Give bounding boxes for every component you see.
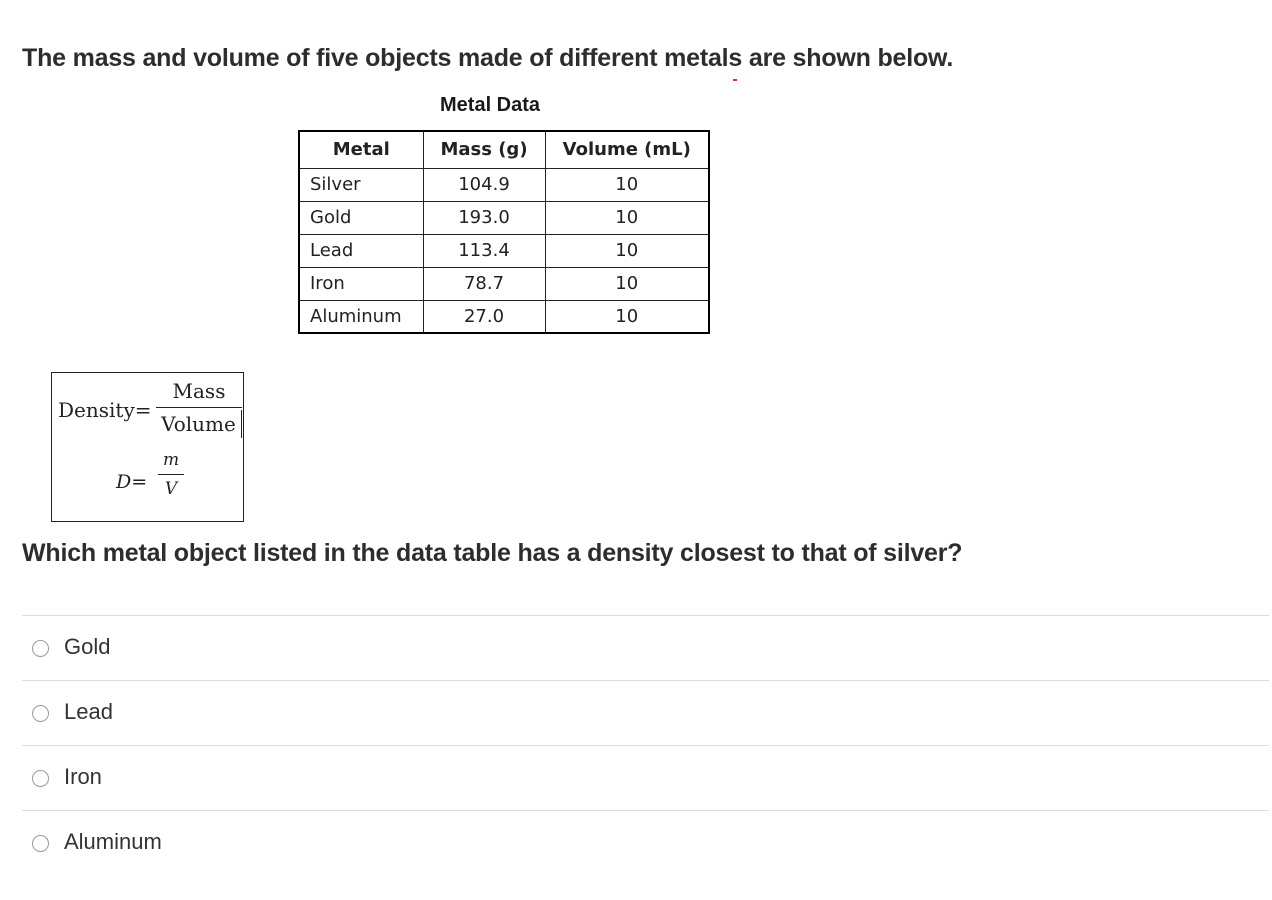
formula-denominator-v: V [164, 479, 178, 499]
formula-density-fraction [156, 377, 242, 438]
header-metal: Metal [299, 131, 423, 168]
choice-label[interactable]: Aluminum [64, 829, 162, 854]
formula-denominator-volume: Volume [156, 410, 242, 438]
formula-d-fraction [158, 449, 184, 500]
table-row [299, 267, 709, 300]
radio-button-icon[interactable] [32, 770, 49, 787]
intro-accent-mark [733, 79, 737, 81]
choice-label[interactable]: Iron [64, 764, 102, 789]
cell-metal: Aluminum [299, 300, 423, 333]
cell-metal: Gold [299, 201, 423, 234]
cell-metal: Lead [299, 234, 423, 267]
cell-volume: 10 [545, 234, 709, 267]
table-caption: Metal Data [440, 94, 541, 116]
choice-iron[interactable] [22, 745, 1269, 810]
table-row [299, 201, 709, 234]
choice-label[interactable]: Lead [64, 699, 113, 724]
header-volume: Volume (mL) [545, 131, 709, 168]
radio-button-icon[interactable] [32, 640, 49, 657]
radio-button-icon[interactable] [32, 835, 49, 852]
cell-mass: 113.4 [423, 234, 545, 267]
choice-gold[interactable] [22, 615, 1269, 680]
cell-volume: 10 [545, 168, 709, 201]
cell-mass: 104.9 [423, 168, 545, 201]
cell-metal: Silver [299, 168, 423, 201]
density-formula-box [51, 372, 244, 522]
answer-choices [22, 615, 1269, 875]
cell-mass: 193.0 [423, 201, 545, 234]
metal-data-table [298, 130, 710, 334]
radio-button-icon[interactable] [32, 705, 49, 722]
formula-d-lhs: D= [116, 471, 148, 493]
cell-mass: 78.7 [423, 267, 545, 300]
question-intro: The mass and volume of five objects made of different metals are shown below. [22, 44, 954, 72]
table-row [299, 234, 709, 267]
cell-mass: 27.0 [423, 300, 545, 333]
cell-metal: Iron [299, 267, 423, 300]
cell-volume: 10 [545, 267, 709, 300]
table-header-row [299, 131, 709, 168]
fraction-bar [156, 407, 242, 408]
formula-numerator-mass: Mass [172, 379, 226, 403]
question-prompt: Which metal object listed in the data table has a density closest to that of silver? [22, 539, 963, 567]
formula-density-lhs: Density= [58, 398, 152, 422]
table-row [299, 300, 709, 333]
choice-label[interactable]: Gold [64, 634, 111, 659]
choice-aluminum[interactable] [22, 810, 1269, 875]
cell-volume: 10 [545, 201, 709, 234]
table-row [299, 168, 709, 201]
header-mass: Mass (g) [423, 131, 545, 168]
choice-lead[interactable] [22, 680, 1269, 745]
formula-numerator-m: m [162, 450, 180, 470]
cell-volume: 10 [545, 300, 709, 333]
fraction-bar [158, 474, 184, 475]
